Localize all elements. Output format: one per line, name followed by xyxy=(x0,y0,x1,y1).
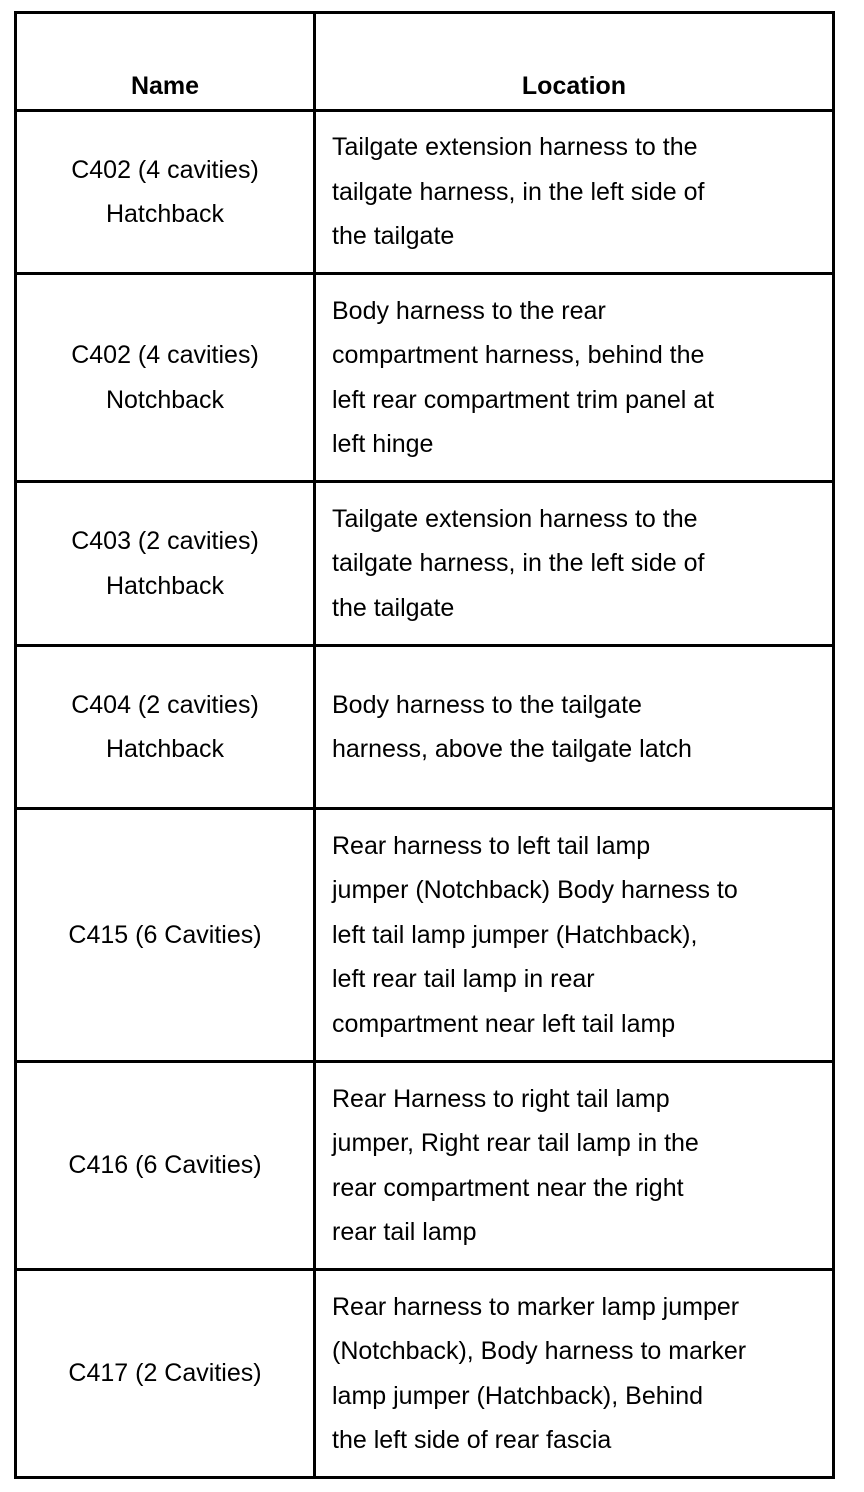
location-line: Rear harness to marker lamp jumper xyxy=(332,1292,740,1321)
connector-location-cell xyxy=(315,111,834,274)
location-line: Tailgate extension harness to the xyxy=(332,504,698,533)
location-column-header: Location xyxy=(315,13,834,111)
location-line: left tail lamp jumper (Hatchback), xyxy=(332,920,698,949)
connector-location-cell xyxy=(315,646,834,809)
table-row xyxy=(16,111,834,274)
connector-variant-line: Hatchback xyxy=(105,200,225,228)
table-row xyxy=(16,482,834,646)
location-line: compartment near left tail lamp xyxy=(332,1009,676,1038)
location-line: (Notchback), Body harness to marker xyxy=(332,1337,747,1365)
connector-name-line: C404 (2 cavities) xyxy=(71,690,259,719)
table-row xyxy=(16,646,834,809)
connector-name-line: C402 (4 cavities) xyxy=(71,341,259,369)
location-line: left hinge xyxy=(332,430,434,458)
location-line: jumper (Notchback) Body harness to xyxy=(332,876,738,905)
connector-location-cell xyxy=(315,1062,834,1270)
location-line: compartment harness, behind the xyxy=(332,341,705,369)
table-row xyxy=(16,1270,834,1478)
location-line: left rear tail lamp in rear xyxy=(332,965,595,994)
connector-name-cell xyxy=(16,646,315,809)
connector-name-line: C415 (6 Cavities) xyxy=(68,920,262,949)
location-line: Rear Harness to right tail lamp xyxy=(332,1084,670,1113)
location-line: Tailgate extension harness to the xyxy=(332,133,698,162)
location-line: lamp jumper (Hatchback), Behind xyxy=(332,1381,703,1410)
connector-name-line: C403 (2 cavities) xyxy=(71,527,259,555)
table-row xyxy=(16,809,834,1062)
location-line: tailgate harness, in the left side of xyxy=(332,549,705,578)
location-line: the tailgate xyxy=(332,222,455,251)
table-row xyxy=(16,1062,834,1270)
header-row xyxy=(16,13,834,111)
table-row xyxy=(16,274,834,482)
connector-name-line: C402 (4 cavities) xyxy=(71,155,259,184)
connector-name-cell xyxy=(16,111,315,274)
connector-name-line: C416 (6 Cavities) xyxy=(68,1151,262,1180)
connector-location-cell xyxy=(315,1270,834,1478)
connector-location-table xyxy=(14,11,835,1479)
name-column-header: Name xyxy=(16,13,315,111)
connector-variant-line: Hatchback xyxy=(105,735,225,763)
connector-location-cell xyxy=(315,809,834,1062)
location-line: Rear harness to left tail lamp xyxy=(332,831,651,860)
connector-location-cell xyxy=(315,274,834,482)
location-line: left rear compartment trim panel at xyxy=(332,385,715,414)
location-line: rear tail lamp xyxy=(332,1218,477,1246)
location-line: tailgate harness, in the left side of xyxy=(332,177,705,206)
location-line: rear compartment near the right xyxy=(332,1173,684,1202)
connector-name-line: C417 (2 Cavities) xyxy=(68,1359,262,1388)
location-line: jumper, Right rear tail lamp in the xyxy=(332,1129,699,1157)
connector-variant-line: Notchback xyxy=(105,385,225,414)
location-line: Body harness to the tailgate xyxy=(332,690,642,719)
connector-name-cell xyxy=(16,274,315,482)
location-line: the left side of rear fascia xyxy=(332,1426,612,1454)
connector-name-cell xyxy=(16,1270,315,1478)
location-line: harness, above the tailgate latch xyxy=(332,735,692,763)
connector-name-cell xyxy=(16,1062,315,1270)
connector-name-cell xyxy=(16,809,315,1062)
connector-name-cell xyxy=(16,482,315,646)
connector-location-cell xyxy=(315,482,834,646)
connector-variant-line: Hatchback xyxy=(105,571,225,600)
location-line: the tailgate xyxy=(332,593,455,622)
location-line: Body harness to the rear xyxy=(332,296,606,325)
